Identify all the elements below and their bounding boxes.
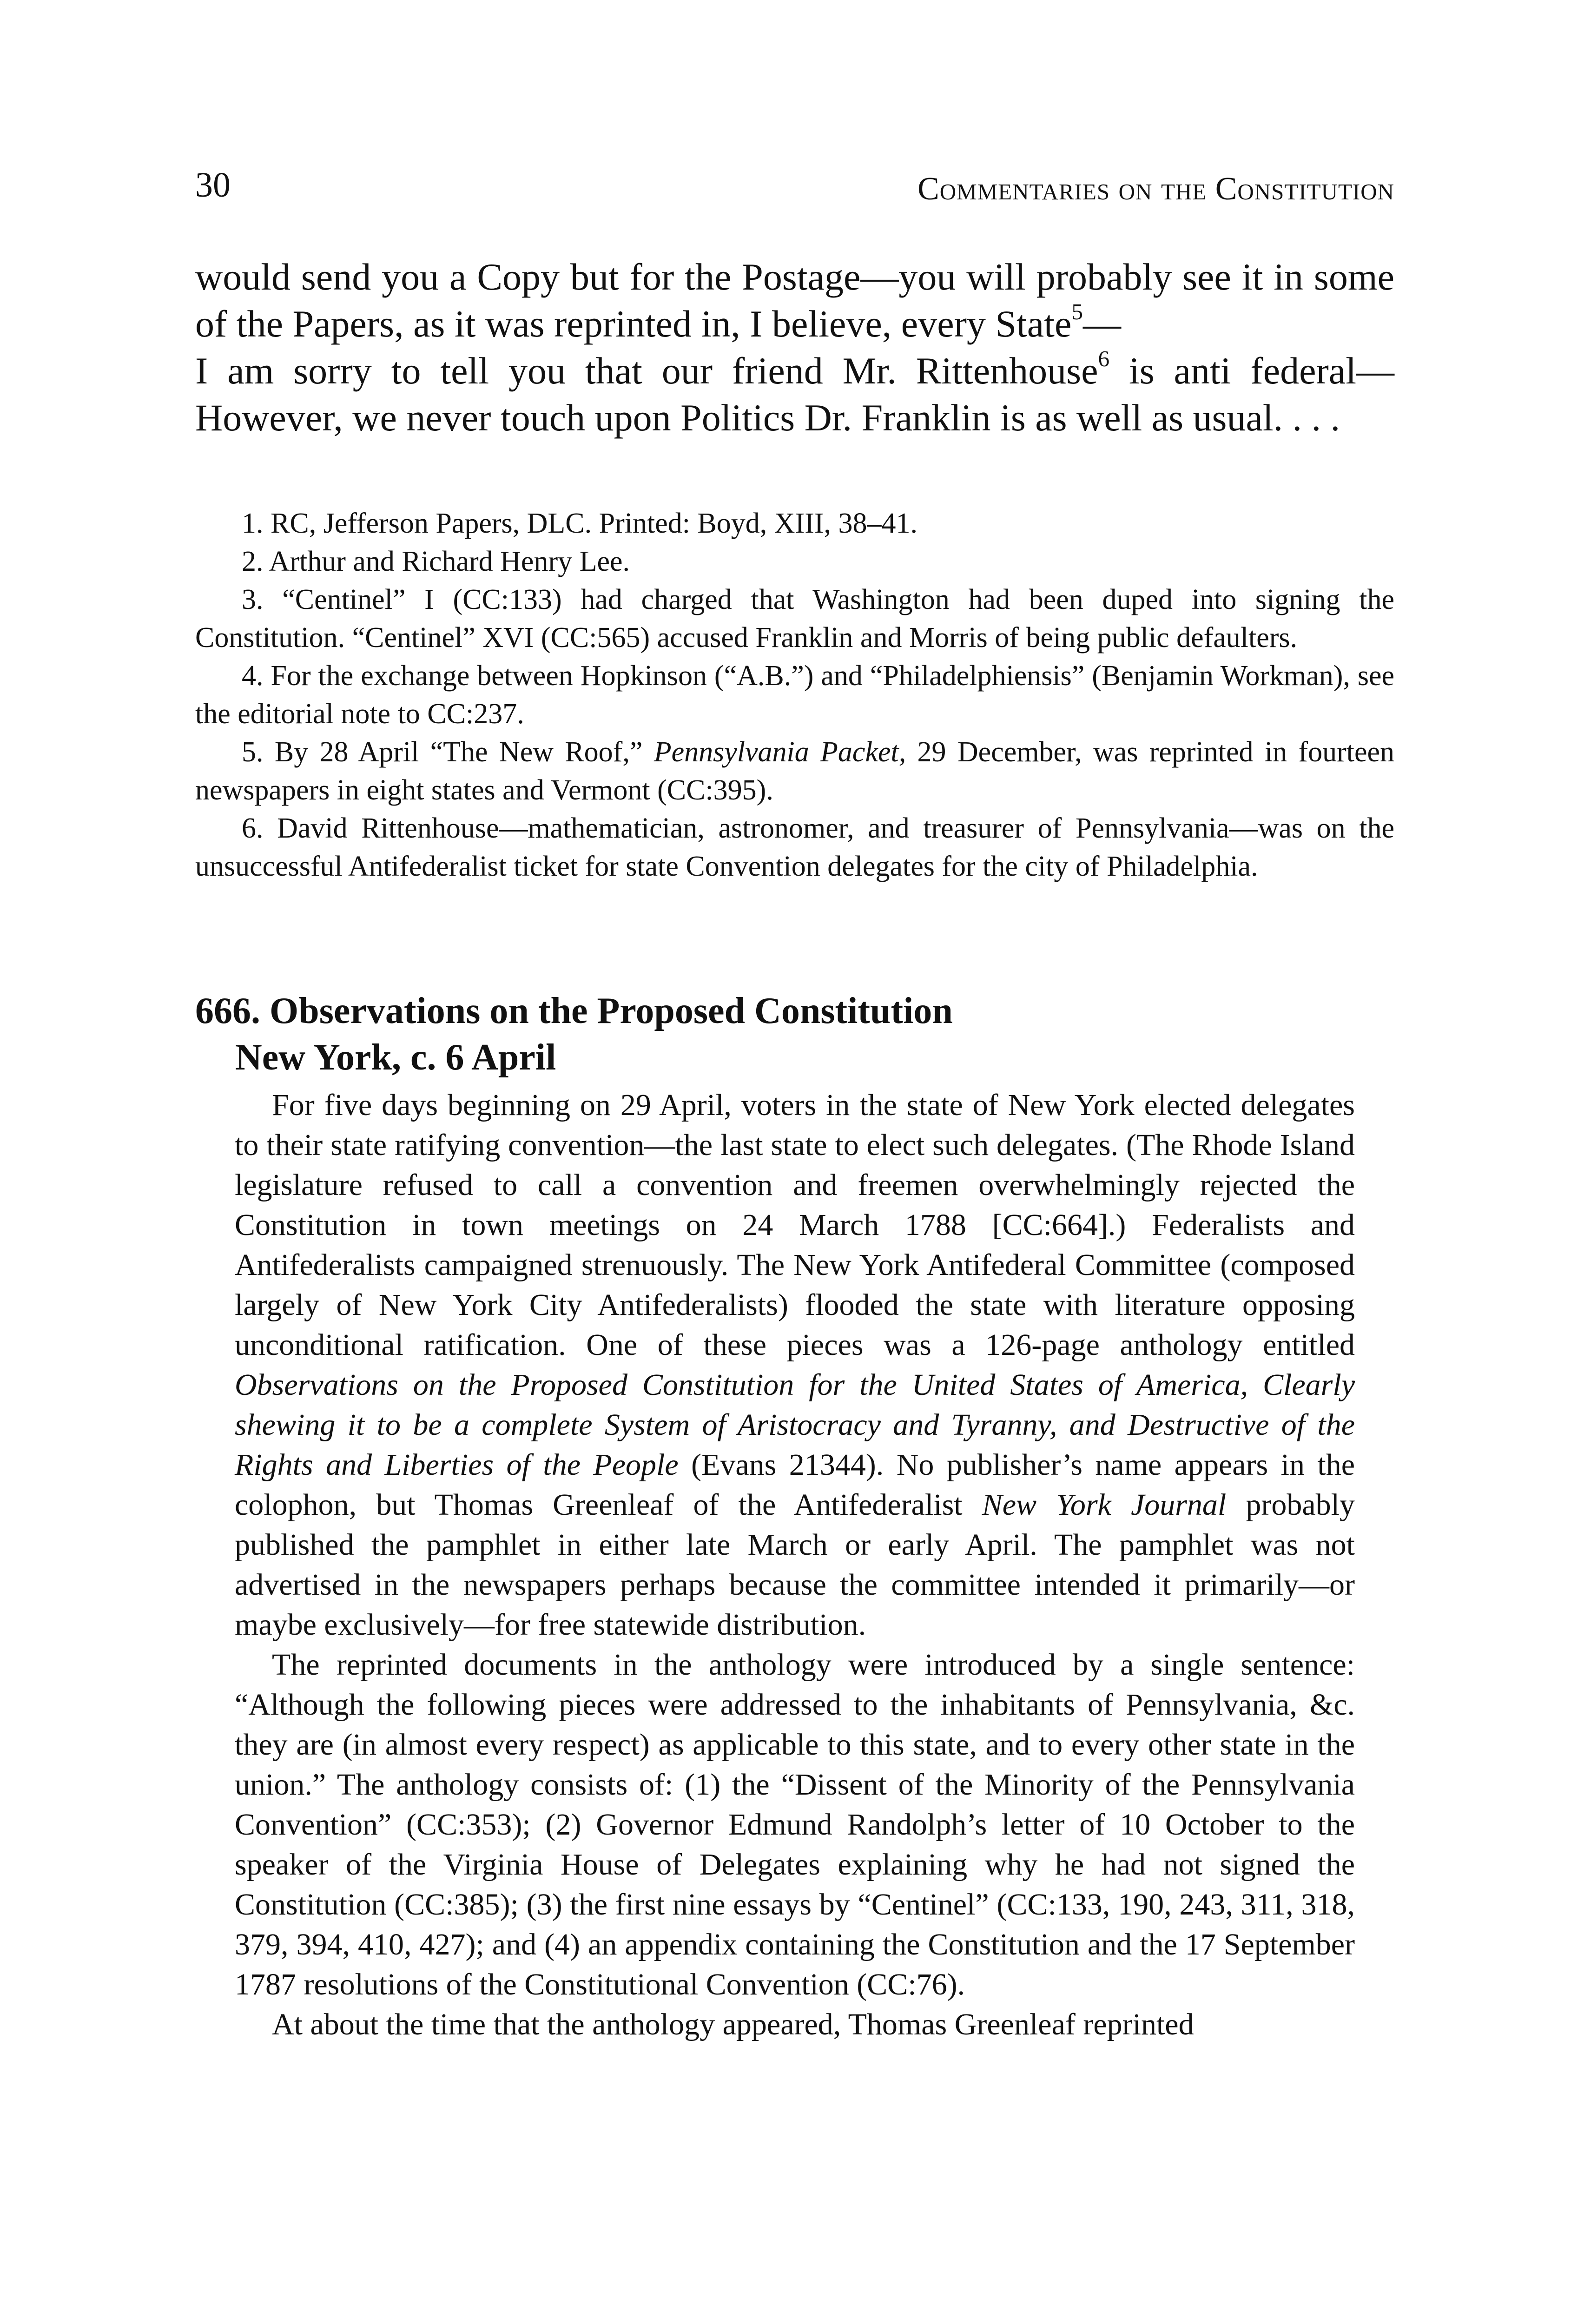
letter-paragraph-2: I am sorry to tell you that our friend Mr. Rittenhouse$^6$ is anti federal—However, we never touch upon Politics Dr. Franklin is as well as usual. . . . <box>195 346 1394 439</box>
footnote-ref-5: 5 <box>1071 299 1083 325</box>
section-heading <box>195 988 1394 1081</box>
intro-paragraph-2: The reprinted documents in the anthology were introduced by a single sentence: “Although the following pieces were addressed to the inhabitants of Pennsylvania, &c. they are (in almost every respect) as applicable to this state, and to every other state in the union.” The anthology consists of: (1) the “Dissent of the Minority of the Pennsylvania Convention” (CC:353); (2) Governor Edmund Randolph’s letter of 10 October to the speaker of the Virginia House of Delegates explaining why he had not signed the Constitution (CC:385); (3) the first nine essays by “Centinel” (CC:133, 190, 243, 311, 318, 379, 394, 410, 427); and (4) an appendix containing the Constitution and the 17 September 1787 resolutions of the Constitutional Convention (CC:76). <box>235 1648 1355 2001</box>
footnote-6: 6. David Rittenhouse—mathematician, astronomer, and treasurer of Pennsylvania—was on the unsuccessful Antifederalist ticket for state Convention delegates for the city of Philadelphia. <box>195 812 1394 882</box>
footnote-ref-6: 6 <box>1098 346 1110 372</box>
footnote-3: 3. “Centinel” I (CC:133) had charged that Washington had been duped into signing the Constitution. “Centinel” XVI (CC:565) accused Franklin and Morris of being public defaulters. <box>195 584 1394 654</box>
section-heading-line1: 666. Observations on the Proposed Constitution <box>195 990 953 1031</box>
letter-continuation <box>195 253 1394 441</box>
running-head: Commentaries on the Constitution <box>917 171 1394 207</box>
anthology-title: Observations on the Proposed Constitution for the United States of America, Clearly shewing it to be a complete System of Aristocracy and Tyranny, and Destructive of the Rights and Liberties of the People <box>235 1368 1355 1482</box>
page-number: 30 <box>195 165 231 205</box>
footnote-5: 5. By 28 April “The New Roof,” Pennsylvania Packet, 29 December, was reprinted in fourteen newspapers in eight states and Vermont (CC:395). <box>195 736 1394 806</box>
intro-paragraph-3: At about the time that the anthology appeared, Thomas Greenleaf reprinted <box>272 2007 1194 2041</box>
footnote-1: 1. RC, Jefferson Papers, DLC. Printed: Boyd, XIII, 38–41. <box>242 508 918 539</box>
newspaper-title: New York Journal <box>982 1488 1227 1522</box>
letter-paragraph-1: would send you a Copy but for the Postage—you will probably see it in some of the Papers, as it was reprinted in, I believe, every State$^5$— <box>195 256 1394 345</box>
footnotes <box>195 504 1394 885</box>
section-heading-line2: New York, c. 6 April <box>235 1037 556 1078</box>
intro-paragraph-1: For five days beginning on 29 April, voters in the state of New York elected delegates to their state ratifying convention—the last state to elect such delegates. (The Rhode Island legislature refused to call a convention and freemen overwhelmingly rejected the Constitution in town meetings on 24 March 1788 [CC:664].) Federalists and Antifederalists campaigned strenuously. The New York Antifederal Committee (composed largely of New York City Antifederalists) flooded the state with literature opposing unconditional ratification. One of these pieces was a 126-page anthology entitled Observations on the Proposed Constitution for the United States of America, Clearly shewing it to be a complete System of Aristocracy and Tyranny, and Destructive of the Rights and Liberties of the People (Evans 21344). No publisher’s name appears in the colophon, but Thomas Greenleaf of the Antifederalist New York Journal probably published the pamphlet in either late March or early April. The pamphlet was not advertised in the newspapers perhaps because the committee intended it primarily—or maybe exclusively—for free statewide distribution. <box>235 1088 1355 1642</box>
footnote-2: 2. Arthur and Richard Henry Lee. <box>242 546 630 577</box>
editorial-introduction <box>235 1085 1355 2045</box>
footnote-4: 4. For the exchange between Hopkinson (“A.B.”) and “Philadelphiensis” (Benjamin Workman), see the editorial note to CC:237. <box>195 660 1394 730</box>
